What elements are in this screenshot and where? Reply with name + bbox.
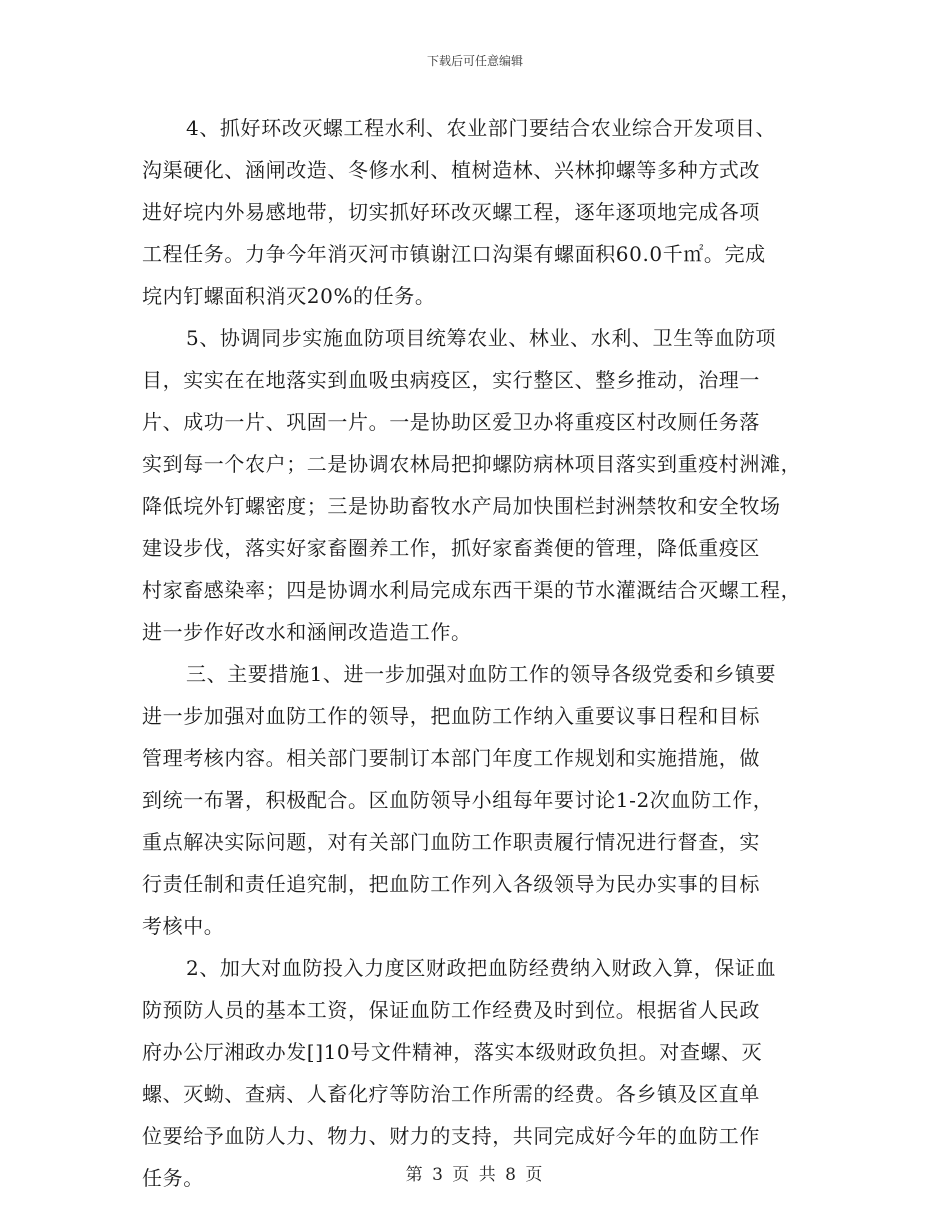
paragraph-5 xyxy=(142,324,814,660)
text-line: 降低垸外钉螺密度；三是协助畜牧水产局加快围栏封洲禁牧和安全牧场 xyxy=(142,494,781,518)
text-line: 三、主要措施1、进一步加强对血防工作的领导各级党委和乡镇要 xyxy=(186,662,777,686)
text-line: 村家畜感染率；四是协调水利局完成东西干渠的节水灌溉结合灭螺工程， xyxy=(142,578,802,602)
text-line: 4、抓好环改灭螺工程水利、农业部门要结合农业综合开发项目、 xyxy=(186,116,777,140)
text-line: 工程任务。力争今年消灭河市镇谢江口沟渠有螺面积60.0千㎡。完成 xyxy=(142,242,766,266)
text-line: 位要给予血防人力、物力、财力的支持，共同完成好今年的血防工作 xyxy=(142,1124,760,1148)
page-number: 第 3 页 共 8 页 xyxy=(405,1165,545,1185)
text-line: 府办公厅湘政办发[]10号文件精神，落实本级财政负担。对查螺、灭 xyxy=(142,1040,763,1064)
text-line: 5、协调同步实施血防项目统筹农业、林业、水利、卫生等血防项 xyxy=(186,326,777,350)
text-line: 建设步伐，落实好家畜圈养工作，抓好家畜粪便的管理，降低重疫区 xyxy=(142,536,760,560)
text-line: 任务。 xyxy=(142,1166,204,1190)
text-line: 片、成功一片、巩固一片。一是协助区爱卫办将重疫区村改厕任务落 xyxy=(142,410,760,434)
text-line: 目，实实在在地落实到血吸虫病疫区，实行整区、整乡推动，治理一 xyxy=(142,368,760,392)
text-line: 管理考核内容。相关部门要制订本部门年度工作规划和实施措施，做 xyxy=(142,746,760,770)
page-header: 下载后可任意编辑 xyxy=(426,54,523,68)
text-line: 进一步加强对血防工作的领导，把血防工作纳入重要议事日程和目标 xyxy=(142,704,760,728)
text-line: 垸内钉螺面积消灭20%的任务。 xyxy=(142,284,436,308)
text-line: 2、加大对血防投入力度区财政把血防经费纳入财政入算，保证血 xyxy=(186,956,777,980)
text-line: 考核中。 xyxy=(142,914,225,938)
text-line: 进一步作好改水和涵闸改造造工作。 xyxy=(142,620,472,644)
paragraph-4 xyxy=(142,114,814,324)
text-line: 防预防人员的基本工资，保证血防工作经费及时到位。根据省人民政 xyxy=(142,998,760,1022)
text-line: 到统一布署，积极配合。区血防领导小组每年要讨论1-2次血防工作， xyxy=(142,788,774,812)
text-line: 沟渠硬化、涵闸改造、冬修水利、植树造林、兴林抑螺等多种方式改 xyxy=(142,158,760,182)
paragraph-measures xyxy=(142,660,814,954)
text-line: 重点解决实际问题，对有关部门血防工作职责履行情况进行督查，实 xyxy=(142,830,760,854)
text-line: 行责任制和责任追究制，把血防工作列入各级领导为民办实事的目标 xyxy=(142,872,760,896)
text-line: 进好垸内外易感地带，切实抓好环改灭螺工程，逐年逐项地完成各项 xyxy=(142,200,760,224)
text-line: 螺、灭蚴、查病、人畜化疗等防治工作所需的经费。各乡镇及区直单 xyxy=(142,1082,760,1106)
document-body xyxy=(142,114,814,1206)
text-line: 实到每一个农户；二是协调农林局把抑螺防病林项目落实到重疫村洲滩， xyxy=(142,452,802,476)
